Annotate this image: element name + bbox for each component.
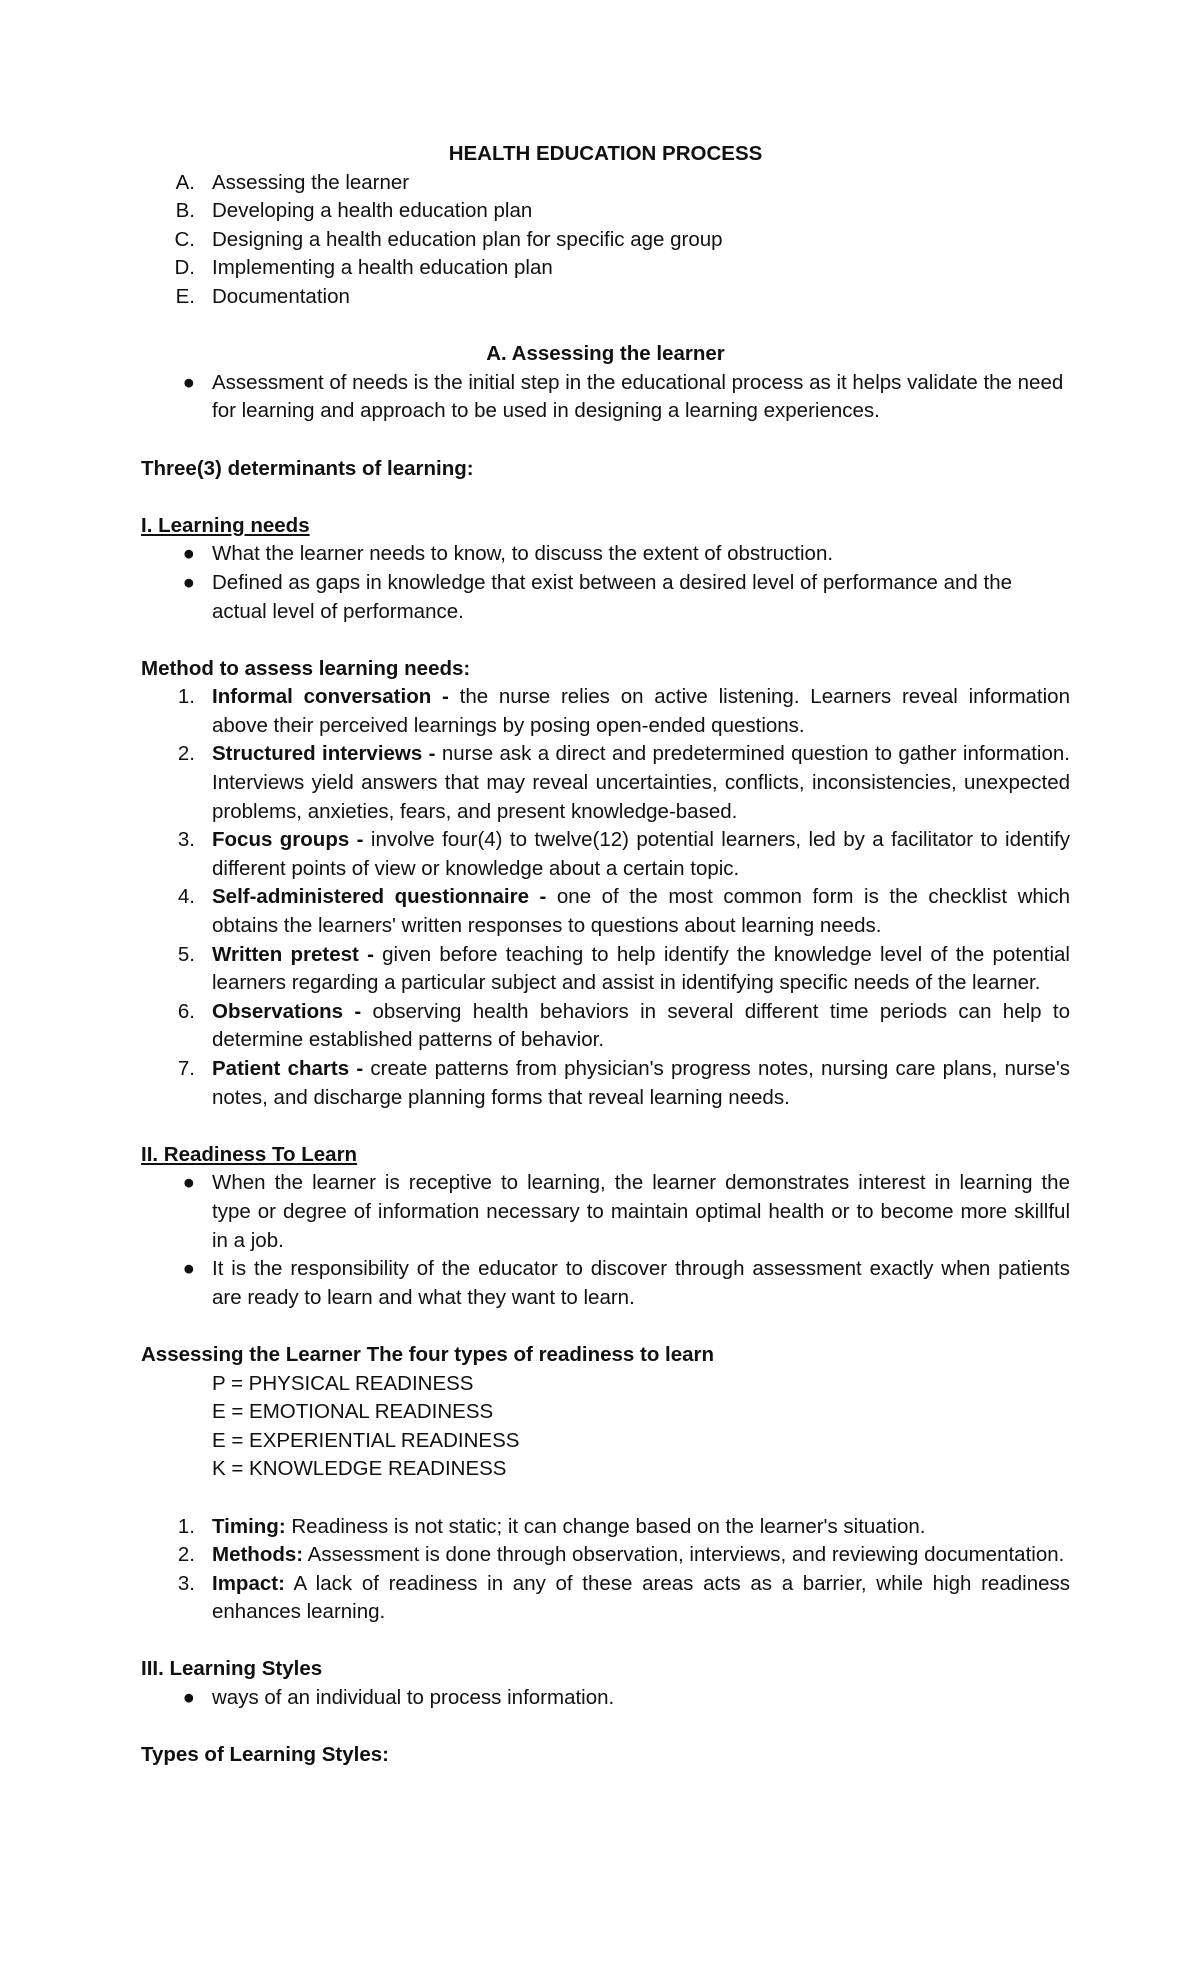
learning-styles-heading: III. Learning Styles	[141, 1657, 323, 1681]
bullet-icon: ●	[182, 542, 195, 566]
list-item: E. Documentation	[175, 284, 350, 308]
list-item: 5. Written pretest - given before teaching to help identify the knowledge level of the potential learners regarding a particular subject and assist in identifying specific needs of the learner.	[177, 942, 1070, 995]
list-item: 3. Focus groups - involve four(4) to twelve(12) potential learners, led by a facilitator to identify different points of view or knowledge about a certain topic.	[177, 828, 1070, 880]
readiness-heading: II. Readiness To Learn	[141, 1142, 358, 1166]
list-item: C. Designing a health education plan for specific age group	[174, 227, 723, 251]
list-item: 1. Timing: Readiness is not static; it can change based on the learner's situation.	[177, 1514, 926, 1538]
page-title: HEALTH EDUCATION PROCESS	[448, 142, 763, 165]
readiness-line: P = PHYSICAL READINESS	[212, 1371, 474, 1395]
list-item: 7. Patient charts - create patterns from physician's progress notes, nursing care plans, nurse's notes, and discharge planning forms that reveal learning needs.	[177, 1057, 1070, 1109]
list-item: B. Developing a health education plan	[175, 199, 533, 223]
learning-needs-heading: I. Learning needs	[141, 513, 310, 537]
list-item: ● ways of an individual to process information.	[141, 1684, 1070, 1713]
list-item: A. Assessing the learner	[175, 170, 410, 194]
determinants-heading: Three(3) determinants of learning:	[141, 456, 474, 480]
outline-list	[141, 169, 1070, 312]
bullet-icon: ●	[182, 370, 195, 394]
methods-list	[141, 683, 1070, 1112]
bullet-icon: ●	[182, 1257, 195, 1281]
bullet-icon: ●	[182, 1686, 195, 1710]
list-item: ● Assessment of needs is the initial step in the educational process as it helps validate the need for learning and approach to be used in designing a learning experiences.	[141, 369, 1070, 426]
list-item: 2. Structured interviews - nurse ask a direct and predetermined question to gather information. Interviews yield answers that may reveal uncertainties, conflicts, inconsistencies, unexpected problems, anxieties, fears, and present knowledge-based.	[177, 742, 1070, 823]
list-item: D. Implementing a health education plan	[174, 256, 553, 280]
list-item: 6. Observations - observing health behaviors in several different time periods can help to determine established patterns of behavior.	[177, 999, 1070, 1052]
list-item: 4. Self-administered questionnaire - one of the most common form is the checklist which obtains the learners' written responses to questions about learning needs.	[177, 885, 1070, 938]
readiness-types-heading: Assessing the Learner The four types of readiness to learn	[141, 1342, 715, 1366]
bullet-icon: ●	[182, 1171, 195, 1195]
readiness-line: K = KNOWLEDGE READINESS	[212, 1457, 507, 1481]
list-item: ● Defined as gaps in knowledge that exist between a desired level of performance and the actual level of performance.	[141, 569, 1070, 626]
list-item: 2. Methods: Assessment is done through observation, interviews, and reviewing documentation.	[177, 1543, 1065, 1567]
list-item: ● It is the responsibility of the educator to discover through assessment exactly when patients are ready to learn and what they want to learn.	[141, 1255, 1070, 1312]
methods-heading: Method to assess learning needs:	[141, 656, 471, 680]
list-item: ● What the learner needs to know, to discuss the extent of obstruction.	[141, 540, 1070, 569]
list-item: 3. Impact: A lack of readiness in any of these areas acts as a barrier, while high readiness enhances learning.	[177, 1571, 1070, 1624]
list-item: 1. Informal conversation - the nurse relies on active listening. Learners reveal information above their perceived learnings by posing open-ended questions.	[177, 685, 1070, 737]
bullet-icon: ●	[182, 570, 195, 594]
section-a-heading: A. Assessing the learner	[486, 342, 725, 366]
readiness-line: E = EMOTIONAL READINESS	[212, 1400, 494, 1424]
list-item: ● When the learner is receptive to learning, the learner demonstrates interest in learning the type or degree of information necessary to maintain optimal health or to become more skillful in a job.	[141, 1169, 1070, 1255]
readiness-line: E = EXPERIENTIAL READINESS	[212, 1428, 520, 1452]
types-heading: Types of Learning Styles:	[141, 1743, 389, 1767]
notes-list	[141, 1513, 1070, 1627]
